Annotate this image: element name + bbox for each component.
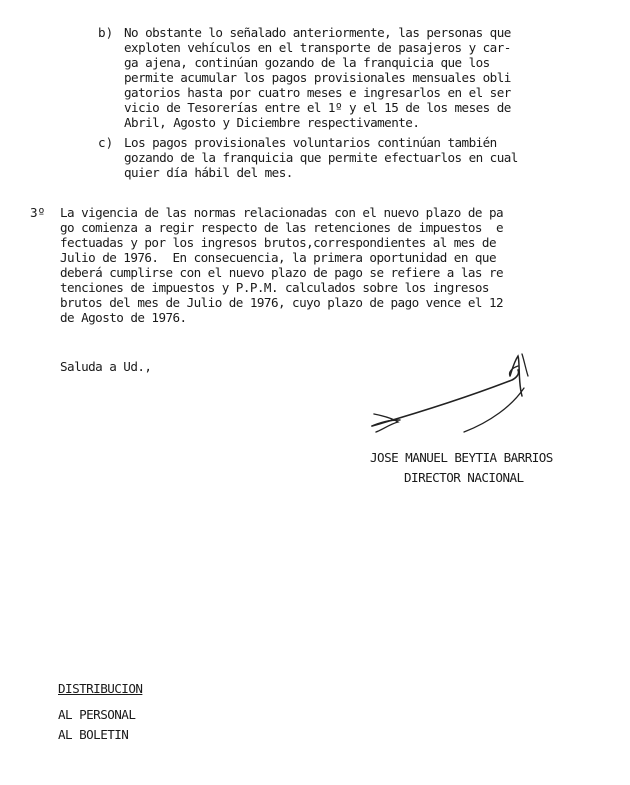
- signature-image: [360, 352, 560, 442]
- item-b-line-1: No obstante lo señalado anteriormente, las personas que: [124, 25, 511, 40]
- distribution-heading: DISTRIBUCION: [58, 681, 143, 696]
- item-b-marker: b): [98, 25, 114, 40]
- point-3-line-2: go comienza a regir respecto de las retenciones de impuestos e: [60, 220, 504, 235]
- point-3-line-4: Julio de 1976. En consecuencia, la primera oportunidad en que: [60, 250, 496, 265]
- distribution-item-boletin: AL BOLETIN: [58, 727, 129, 742]
- point-3-line-3: fectuadas y por los ingresos brutos,correspondientes al mes de: [60, 235, 496, 250]
- item-b-line-4: permite acumular los pagos provisionales mensuales obli: [124, 70, 511, 85]
- point-3-line-7: brutos del mes de Julio de 1976, cuyo plazo de pago vence el 12: [60, 295, 504, 310]
- distribution-item-personal: AL PERSONAL: [58, 707, 136, 722]
- point-3-line-5: deberá cumplirse con el nuevo plazo de pago se refiere a las re: [60, 265, 504, 280]
- closing-greeting: Saluda a Ud.,: [60, 359, 152, 374]
- item-c-line-3: quier día hábil del mes.: [124, 165, 293, 180]
- signatory-name: JOSE MANUEL BEYTIA BARRIOS: [370, 450, 553, 465]
- point-3-line-1: La vigencia de las normas relacionadas con el nuevo plazo de pa: [60, 205, 504, 220]
- item-b-line-6: vicio de Tesorerías entre el 1º y el 15 de los meses de: [124, 100, 511, 115]
- point-3-line-6: tenciones de impuestos y P.P.M. calculados sobre los ingresos: [60, 280, 489, 295]
- point-3-line-8: de Agosto de 1976.: [60, 310, 187, 325]
- item-c-marker: c): [98, 135, 114, 150]
- item-b-line-3: ga ajena, continúan gozando de la franquicia que los: [124, 55, 490, 70]
- signatory-title: DIRECTOR NACIONAL: [404, 470, 524, 485]
- item-b-line-7: Abril, Agosto y Diciembre respectivamente.: [124, 115, 420, 130]
- point-3-marker: 3º: [30, 205, 46, 220]
- item-c-line-2: gozando de la franquicia que permite efectuarlos en cual: [124, 150, 518, 165]
- item-b-line-2: exploten vehículos en el transporte de pasajeros y car-: [124, 40, 511, 55]
- item-b-line-5: gatorios hasta por cuatro meses e ingresarlos en el ser: [124, 85, 511, 100]
- item-c-line-1: Los pagos provisionales voluntarios continúan también: [124, 135, 497, 150]
